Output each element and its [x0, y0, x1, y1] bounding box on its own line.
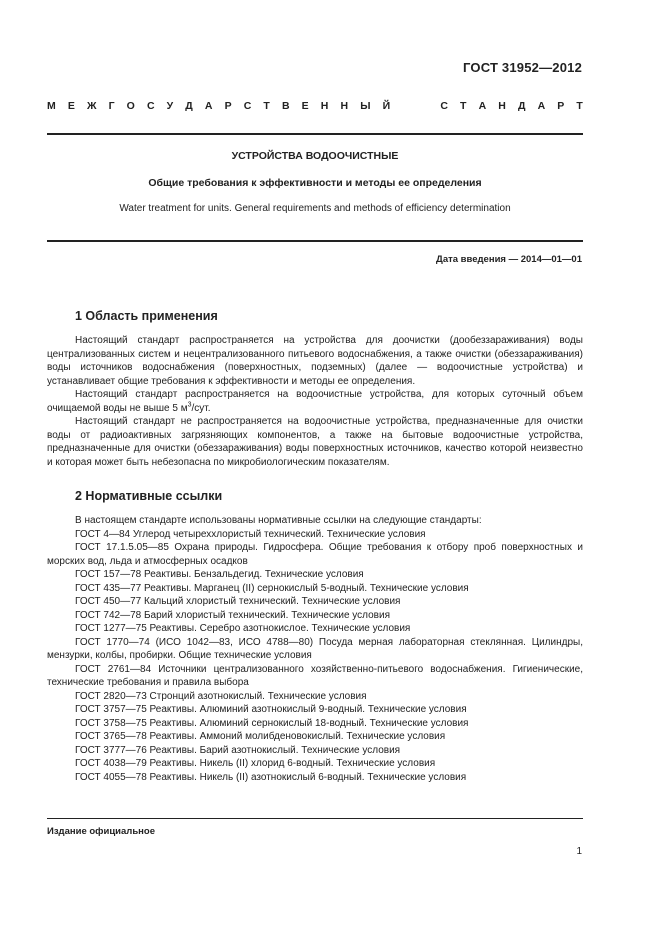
interstate-letter: С — [243, 100, 252, 112]
normative-references — [47, 514, 583, 784]
reference-item: ГОСТ 1770—74 (ИСО 1042—83, ИСО 4788—80) Посуда мерная лабораторная стеклянная. Цилиндры, мензурки, колбы, пробирки. Общие технические условия — [47, 636, 583, 661]
interstate-letter: Й — [382, 100, 391, 112]
section-2-heading: 2 Нормативные ссылки — [75, 489, 223, 503]
reference-item: ГОСТ 1277—75 Реактивы. Серебро азотнокислое. Технические условия — [75, 623, 411, 634]
title-rule — [47, 240, 583, 242]
interstate-letter: А — [478, 100, 487, 112]
official-edition: Издание официальное — [47, 826, 155, 837]
interstate-letter: Р — [224, 100, 232, 112]
interstate-letter: У — [166, 100, 174, 112]
references-intro: В настоящем стандарте использованы нормативные ссылки на следующие стандарты: — [75, 515, 482, 526]
interstate-letter: С — [440, 100, 448, 112]
section-1-heading: 1 Область применения — [75, 309, 218, 323]
interstate-letter: В — [281, 100, 290, 112]
header-rule — [47, 133, 583, 135]
section-1-paragraph: Настоящий стандарт распространяется на водоочистные устройства, для которых суточный объем очищаемой воды не выше 5 $м^3$/сут. — [47, 389, 583, 414]
reference-item: ГОСТ 435—77 Реактивы. Марганец (II) сернокислый 5-водный. Технические условия — [75, 582, 469, 594]
interstate-letter: Г — [108, 100, 115, 112]
reference-item: ГОСТ 3758—75 Реактивы. Алюминий сернокислый 18-водный. Технические условия — [75, 717, 469, 729]
standard-number: ГОСТ 31952—2012 — [463, 60, 582, 75]
section-1-paragraph: Настоящий стандарт не распространяется на водоочистные устройства, предназначенные для очистки воды от радиоактивных загрязняющих компонентов, а также на бытовые водоочистные устройства, предназначенные для очистки (обеззараживания) воды поверхностных источников, качество которой неизвестно и которая может быть небезопасна по микробиологическим показателям. — [47, 416, 583, 468]
interstate-letter: М — [47, 100, 56, 112]
interstate-letter: Р — [557, 100, 565, 112]
interstate-letter: Ы — [360, 100, 371, 112]
interstate-letter: Н — [498, 100, 506, 112]
section-1-body — [47, 334, 583, 469]
reference-item: ГОСТ 3777—76 Реактивы. Барий азотнокислый. Технические условия — [75, 744, 401, 756]
footer-rule — [47, 818, 583, 819]
reference-item: ГОСТ 4038—79 Реактивы. Никель (II) хлорид 6-водный. Технические условия — [75, 758, 436, 769]
interstate-letter: Н — [320, 100, 329, 112]
reference-item: ГОСТ 3757—75 Реактивы. Алюминий азотнокислый 9-водный. Технические условия — [75, 704, 467, 715]
intro-date: Дата введения — 2014—01—01 — [436, 254, 582, 265]
superscript: 3 — [187, 401, 192, 409]
reference-item: ГОСТ 450—77 Кальций хлористый технический. Технические условия — [75, 596, 401, 607]
interstate-letter: Т — [460, 100, 467, 112]
interstate-letter: Е — [67, 100, 75, 112]
reference-item: ГОСТ 3765—78 Реактивы. Аммоний молибденовокислый. Технические условия — [75, 731, 446, 742]
page-number: 1 — [576, 846, 582, 857]
reference-item: ГОСТ 4—84 Углерод четыреххлористый технический. Технические условия — [75, 528, 426, 540]
section-1-paragraph: Настоящий стандарт распространяется на устройства для доочистки (дообеззараживания) воды централизованных систем и нецентрализованного питьевого водоснабжения, а также очистки (обеззараживания) воды источников водоснабжения (поверхностных, подземных) (далее — водоочистные устройства) и устанавливает общие требования к эффективности и методы ее определения. — [47, 335, 583, 387]
interstate-standard-label — [47, 100, 583, 112]
interstate-letter: О — [126, 100, 135, 112]
reference-item: ГОСТ 157—78 Реактивы. Бензальдегид. Технические условия — [75, 569, 364, 580]
english-title: Water treatment for units. General requirements and methods of efficiency determination — [119, 203, 511, 214]
document-subtitle: Общие требования к эффективности и методы ее определения — [148, 177, 482, 189]
reference-item: ГОСТ 17.1.5.05—85 Охрана природы. Гидросфера. Общие требования к отбору проб поверхностных и морских вод, льда и атмосферных осадков — [47, 542, 583, 567]
reference-item: ГОСТ 2761—84 Источники централизованного хозяйственно-питьевого водоснабжения. Гигиенические, технические требования и правила выбора — [47, 663, 583, 688]
interstate-letter: Е — [301, 100, 309, 112]
word-gap — [402, 100, 428, 112]
reference-item: ГОСТ 742—78 Барий хлористый технический. Технические условия — [75, 609, 390, 621]
interstate-letter: Т — [263, 100, 270, 112]
reference-item: ГОСТ 2820—73 Стронций азотнокислый. Технические условия — [75, 690, 367, 702]
interstate-letter: Д — [185, 100, 193, 112]
interstate-letter: Ж — [86, 100, 97, 112]
interstate-letter: А — [204, 100, 213, 112]
interstate-letter: С — [146, 100, 155, 112]
interstate-letter: Н — [340, 100, 349, 112]
interstate-letter: Т — [576, 100, 583, 112]
document-title: УСТРОЙСТВА ВОДООЧИСТНЫЕ — [231, 150, 399, 162]
interstate-letter: А — [537, 100, 546, 112]
reference-item: ГОСТ 4055—78 Реактивы. Никель (II) азотнокислый 6-водный. Технические условия — [75, 771, 467, 783]
interstate-letter: Д — [517, 100, 526, 112]
